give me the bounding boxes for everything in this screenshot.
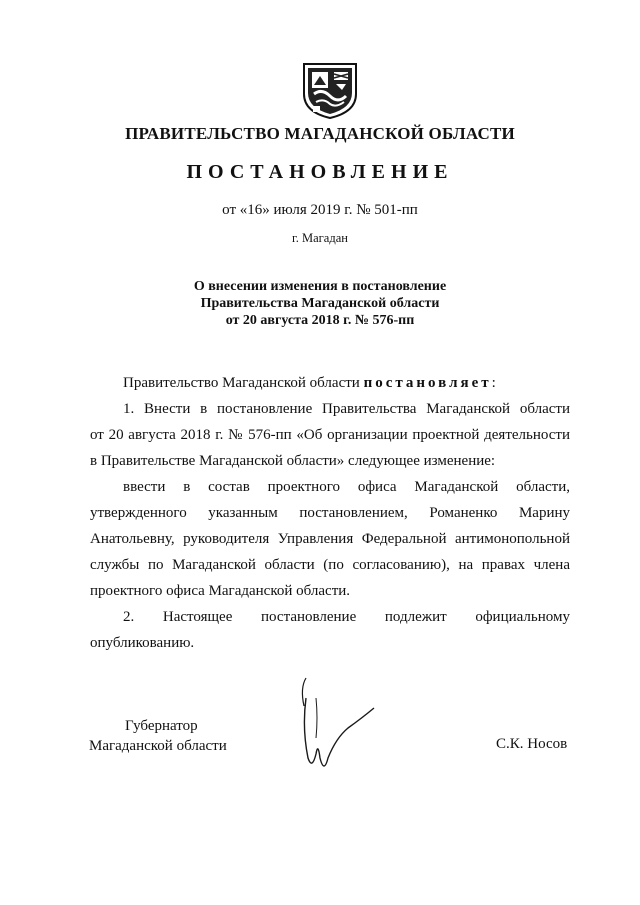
- government-title: ПРАВИТЕЛЬСТВО МАГАДАНСКОЙ ОБЛАСТИ: [125, 124, 515, 143]
- signatory-position: [89, 716, 227, 756]
- city: г. Магадан: [292, 231, 348, 245]
- intro-paragraph: [90, 370, 570, 396]
- signatory-name: С.К. Носов: [496, 736, 568, 752]
- intro-verb: постановляет: [363, 375, 492, 391]
- document-type: ПОСТАНОВЛЕНИЕ: [186, 161, 454, 183]
- handwritten-signature: [296, 658, 386, 778]
- decree-body: [90, 370, 570, 656]
- intro-prefix: Правительство Магаданской области: [123, 375, 360, 391]
- item-2-first-line: 2. Настоящее постановление подлежит официальному: [123, 609, 570, 625]
- magadan-coat-of-arms-icon: [300, 58, 360, 120]
- position-line-1: Губернатор: [125, 718, 198, 734]
- subject-line-3: от 20 августа 2018 г. № 576-пп: [225, 313, 415, 328]
- change-text: утвержденного указанным постановлением, Романенко Марину Анатольевну, руководителя Управления Федеральной антимонопольной службы по Магаданской области (по согласованию), на правах члена проектного офиса Магаданской области.: [90, 505, 570, 599]
- decree-date-number: от «16» июля 2019 г. № 501-пп: [222, 202, 418, 218]
- item-1-text: от 20 августа 2018 г. № 576-пп «Об организации проектной деятельности в Правительстве Магаданской области» следующее изменение:: [90, 427, 570, 469]
- position-line-2: Магаданской области: [89, 738, 227, 754]
- item-2-text: опубликованию.: [90, 635, 195, 651]
- subject-line-1: О внесении изменения в постановление: [193, 279, 447, 294]
- change-first-line: ввести в состав проектного офиса Магаданской области,: [123, 479, 570, 495]
- intro-suffix: :: [491, 375, 496, 391]
- subject-line-2: Правительства Магаданской области: [200, 296, 440, 311]
- decree-subject: [0, 278, 640, 329]
- item-1-first-line: 1. Внести в постановление Правительства Магаданской области: [123, 401, 570, 417]
